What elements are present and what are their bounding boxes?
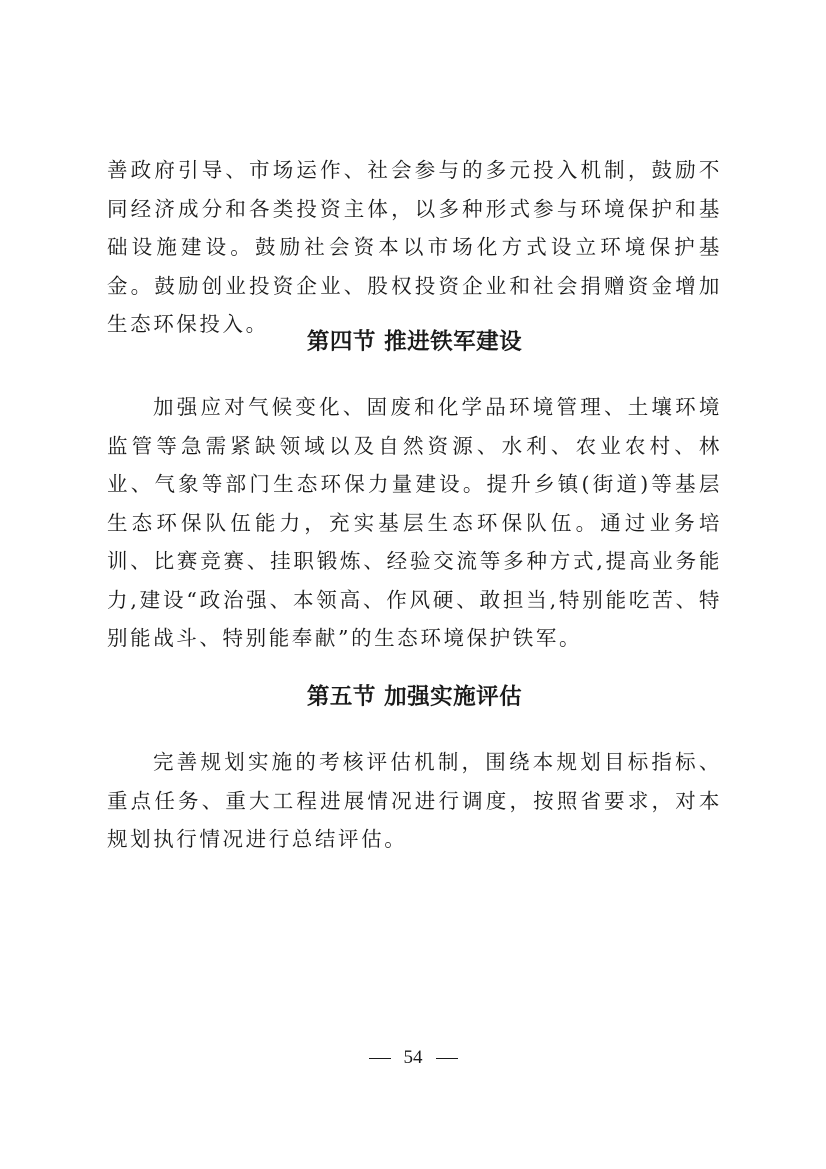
right-dash — [436, 1058, 458, 1059]
page-footer — [0, 1044, 826, 1072]
section-heading-4: 第四节 推进铁军建设 — [306, 329, 523, 355]
page-number: 54 — [403, 1047, 423, 1068]
continuation-paragraph: 善政府引导、市场运作、社会参与的多元投入机制，鼓励不同经济成分和各类投资主体，以多种形式参与环境保护和基础设施建设。鼓励社会资本以市场化方式设立环境保护基金。鼓励创业投资企业、股权投资企业和社会捐赠资金增加生态环保投入。 — [107, 158, 722, 336]
section-heading-5: 第五节 加强实施评估 — [306, 684, 523, 710]
left-dash — [369, 1058, 391, 1059]
section-4-paragraph: 加强应对气候变化、固废和化学品环境管理、土壤环境监管等急需紧缺领域以及自然资源、水利、农业农村、林业、气象等部门生态环保力量建设。提升乡镇(街道)等基层生态环保队伍能力，充实基层生态环保队伍。通过业务培训、比赛竞赛、挂职锻炼、经验交流等多种方式,提高业务能力,建设“政治强、本领高、作风硬、敢担当,特别能吃苦、特别能战斗、特别能奉献”的生态环境保护铁军。 — [107, 395, 722, 650]
section-5-paragraph: 完善规划实施的考核评估机制，围绕本规划目标指标、重点任务、重大工程进展情况进行调度，按照省要求，对本规划执行情况进行总结评估。 — [107, 750, 722, 851]
